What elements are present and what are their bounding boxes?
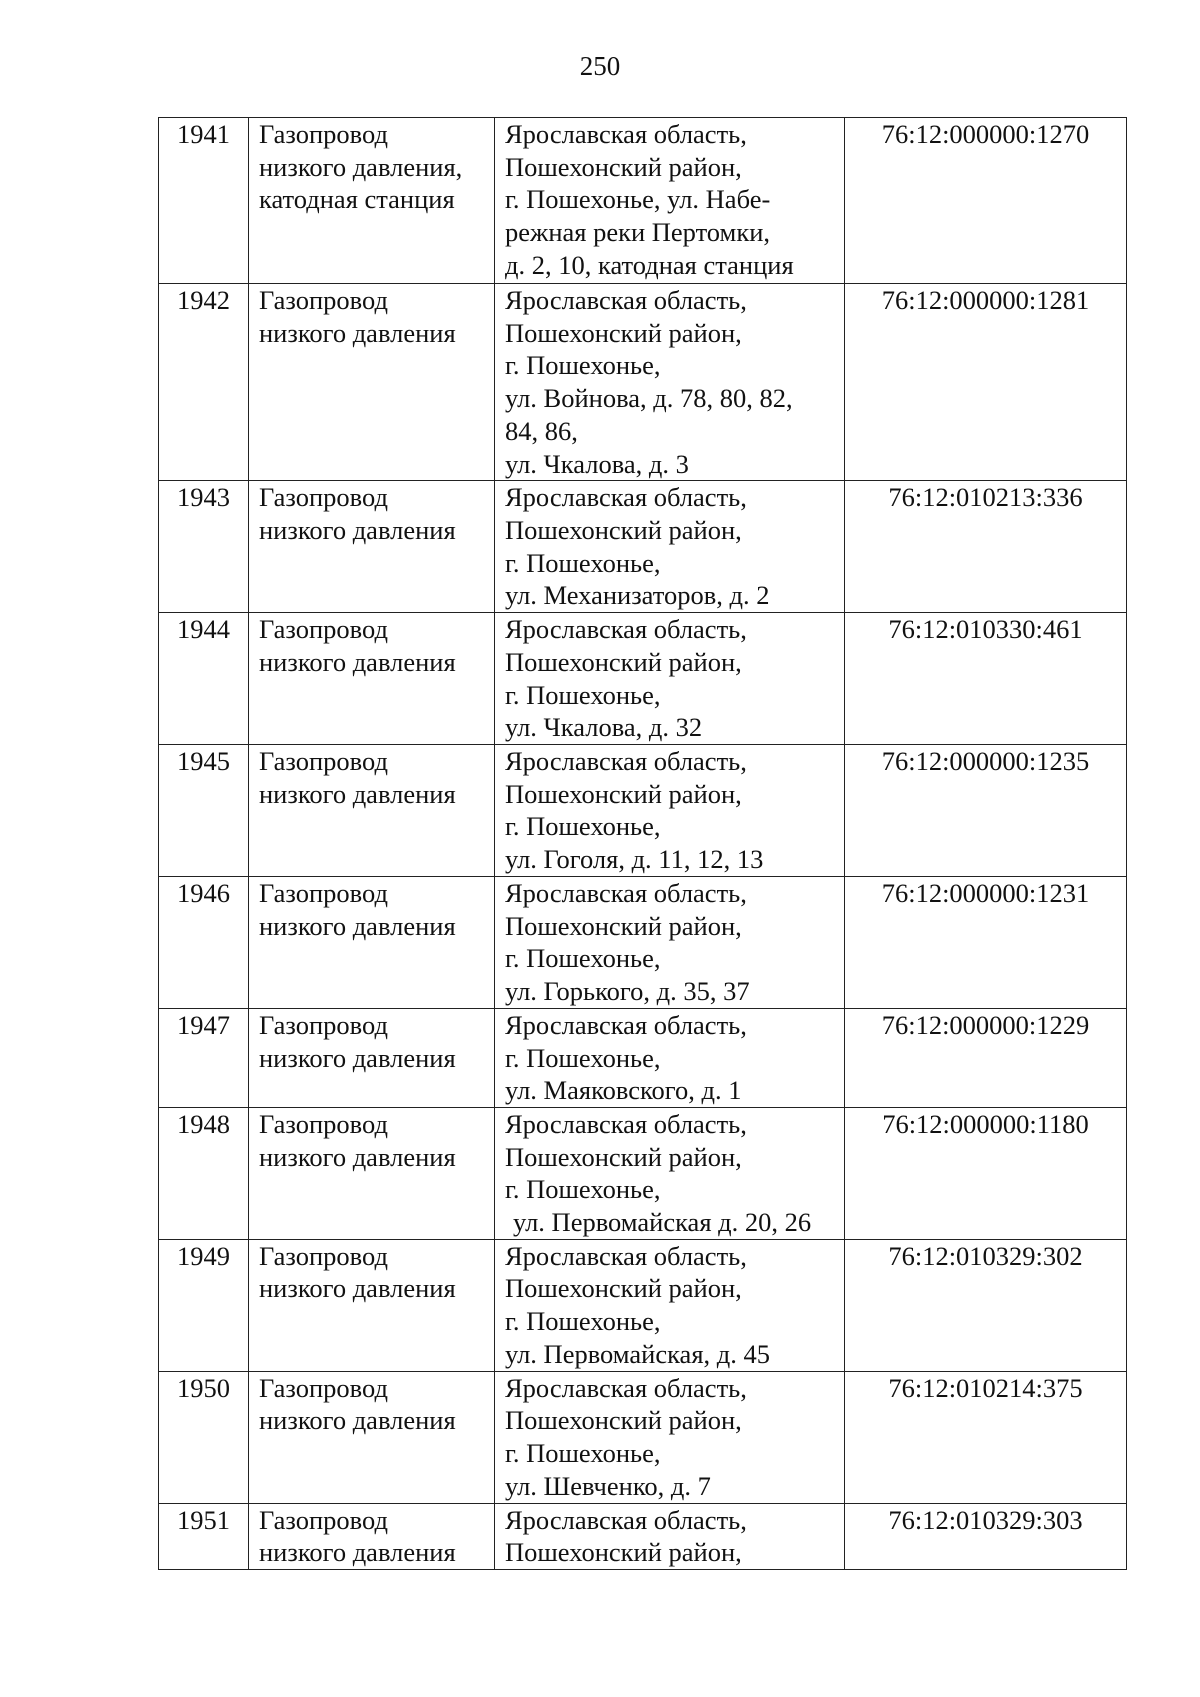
row-number: 1950	[159, 1371, 249, 1503]
object-name	[249, 118, 495, 284]
address-line: Ярославская область,	[505, 119, 747, 149]
table-row	[159, 1371, 1127, 1503]
address-line: Ярославская область,	[505, 482, 747, 513]
address-line: Пошехонский район,	[505, 1141, 742, 1172]
table-row	[159, 118, 1127, 284]
cadastral-number: 76:12:000000:1229	[845, 1008, 1127, 1107]
cadastral-number: 76:12:000000:1180	[845, 1107, 1127, 1239]
address-line: Пошехонский район,	[505, 778, 742, 809]
object-name-line: Газопровод	[259, 119, 388, 149]
object-address	[495, 1239, 845, 1371]
object-name-line: Газопровод	[259, 746, 388, 777]
object-address	[495, 481, 845, 613]
address-line: ул. Чкалова, д. 32	[505, 712, 703, 743]
cadastral-number: 76:12:000000:1231	[845, 877, 1127, 1009]
object-name	[249, 1107, 495, 1239]
address-line: Пошехонский район,	[505, 646, 742, 677]
object-name-line: Газопровод	[259, 1009, 388, 1040]
object-name-line: катодная станция	[259, 184, 455, 215]
row-number: 1942	[159, 284, 249, 481]
object-address	[495, 1503, 845, 1569]
object-name-line: низкого давления	[259, 1141, 456, 1172]
object-name	[249, 1008, 495, 1107]
address-line: Ярославская область,	[505, 285, 747, 315]
address-line: г. Пошехонье,	[505, 547, 661, 578]
address-line: Пошехонский район,	[505, 1405, 742, 1436]
address-line: Пошехонский район,	[505, 317, 742, 348]
cadastral-number: 76:12:000000:1235	[845, 745, 1127, 877]
registry-table-body	[159, 118, 1127, 1570]
address-line: Ярославская область,	[505, 1240, 747, 1271]
address-line: г. Пошехонье,	[505, 811, 661, 842]
object-name-line: Газопровод	[259, 1108, 388, 1139]
address-line: Ярославская область,	[505, 614, 747, 645]
object-address	[495, 284, 845, 481]
row-number: 1951	[159, 1503, 249, 1569]
address-line: г. Пошехонье,	[505, 1174, 661, 1205]
table-row	[159, 745, 1127, 877]
address-line: г. Пошехонье,	[505, 1438, 661, 1469]
address-line: ул. Механизаторов, д. 2	[505, 580, 770, 611]
object-address	[495, 1008, 845, 1107]
address-line: Ярославская область,	[505, 1372, 747, 1403]
table-row	[159, 1503, 1127, 1569]
address-line: г. Пошехонье,	[505, 1042, 661, 1073]
address-line: Пошехонский район,	[505, 514, 742, 545]
object-name-line: низкого давления,	[259, 151, 463, 182]
address-line: г. Пошехонье,	[505, 679, 661, 710]
address-line: Ярославская область,	[505, 746, 747, 777]
object-name	[249, 745, 495, 877]
row-number: 1941	[159, 118, 249, 284]
object-address	[495, 877, 845, 1009]
object-name	[249, 481, 495, 613]
table-row	[159, 877, 1127, 1009]
object-address	[495, 745, 845, 877]
address-line: 84, 86,	[505, 415, 578, 446]
cadastral-number: 76:12:010329:303	[845, 1503, 1127, 1569]
object-name-line: низкого давления	[259, 1405, 456, 1436]
table-row	[159, 481, 1127, 613]
address-line: г. Пошехонье, ул. Набе-	[505, 184, 771, 215]
object-name-line: Газопровод	[259, 1240, 388, 1271]
object-name	[249, 613, 495, 745]
address-line: ул. Маяковского, д. 1	[505, 1075, 742, 1106]
address-line: г. Пошехонье,	[505, 350, 661, 381]
object-name	[249, 1371, 495, 1503]
address-line: Ярославская область,	[505, 878, 747, 909]
address-line: Пошехонский район,	[505, 1537, 742, 1568]
object-name	[249, 1239, 495, 1371]
address-line: ул. Горького, д. 35, 37	[505, 976, 750, 1007]
address-line: д. 2, 10, катодная станция	[505, 249, 794, 280]
object-address	[495, 1107, 845, 1239]
object-address	[495, 613, 845, 745]
object-name-line: низкого давления	[259, 1273, 456, 1304]
address-line: Пошехонский район,	[505, 910, 742, 941]
table-row	[159, 613, 1127, 745]
object-name-line: Газопровод	[259, 1372, 388, 1403]
address-line: ул. Шевченко, д. 7	[505, 1470, 711, 1501]
address-line: Ярославская область,	[505, 1108, 747, 1139]
object-name-line: Газопровод	[259, 285, 388, 315]
address-line: Пошехонский район,	[505, 151, 742, 182]
object-name-line: низкого давления	[259, 1537, 456, 1568]
address-line: Ярославская область,	[505, 1504, 747, 1535]
row-number: 1946	[159, 877, 249, 1009]
object-name-line: низкого давления	[259, 317, 456, 348]
row-number: 1948	[159, 1107, 249, 1239]
object-name-line: низкого давления	[259, 646, 456, 677]
address-line: ул. Гоголя, д. 11, 12, 13	[505, 844, 764, 875]
cadastral-number: 76:12:010213:336	[845, 481, 1127, 613]
object-address	[495, 118, 845, 284]
cadastral-number: 76:12:000000:1281	[845, 284, 1127, 481]
table-row	[159, 284, 1127, 481]
address-line: Пошехонский район,	[505, 1273, 742, 1304]
cadastral-number: 76:12:010330:461	[845, 613, 1127, 745]
object-address	[495, 1371, 845, 1503]
address-line: г. Пошехонье,	[505, 1306, 661, 1337]
address-line: Ярославская область,	[505, 1009, 747, 1040]
registry-table	[158, 117, 1127, 1570]
address-line: ул. Первомайская, д. 45	[505, 1338, 770, 1369]
object-name-line: Газопровод	[259, 1504, 388, 1535]
object-name-line: низкого давления	[259, 910, 456, 941]
row-number: 1943	[159, 481, 249, 613]
table-row	[159, 1239, 1127, 1371]
table-row	[159, 1107, 1127, 1239]
cadastral-number: 76:12:000000:1270	[845, 118, 1127, 284]
object-name	[249, 1503, 495, 1569]
address-line: ул. Чкалова, д. 3	[505, 448, 689, 479]
row-number: 1949	[159, 1239, 249, 1371]
table-row	[159, 1008, 1127, 1107]
object-name-line: Газопровод	[259, 482, 388, 513]
object-name-line: низкого давления	[259, 514, 456, 545]
row-number: 1945	[159, 745, 249, 877]
cadastral-number: 76:12:010329:302	[845, 1239, 1127, 1371]
page-number: 250	[579, 51, 621, 81]
cadastral-number: 76:12:010214:375	[845, 1371, 1127, 1503]
object-name	[249, 284, 495, 481]
object-name-line: низкого давления	[259, 1042, 456, 1073]
object-name-line: низкого давления	[259, 778, 456, 809]
address-line: режная реки Пертомки,	[505, 217, 770, 248]
address-line: ул. Первомайская д. 20, 26	[513, 1207, 812, 1238]
row-number: 1944	[159, 613, 249, 745]
object-name-line: Газопровод	[259, 614, 388, 645]
row-number: 1947	[159, 1008, 249, 1107]
address-line: ул. Войнова, д. 78, 80, 82,	[505, 383, 793, 414]
object-name-line: Газопровод	[259, 878, 388, 909]
address-line: г. Пошехонье,	[505, 943, 661, 974]
object-name	[249, 877, 495, 1009]
